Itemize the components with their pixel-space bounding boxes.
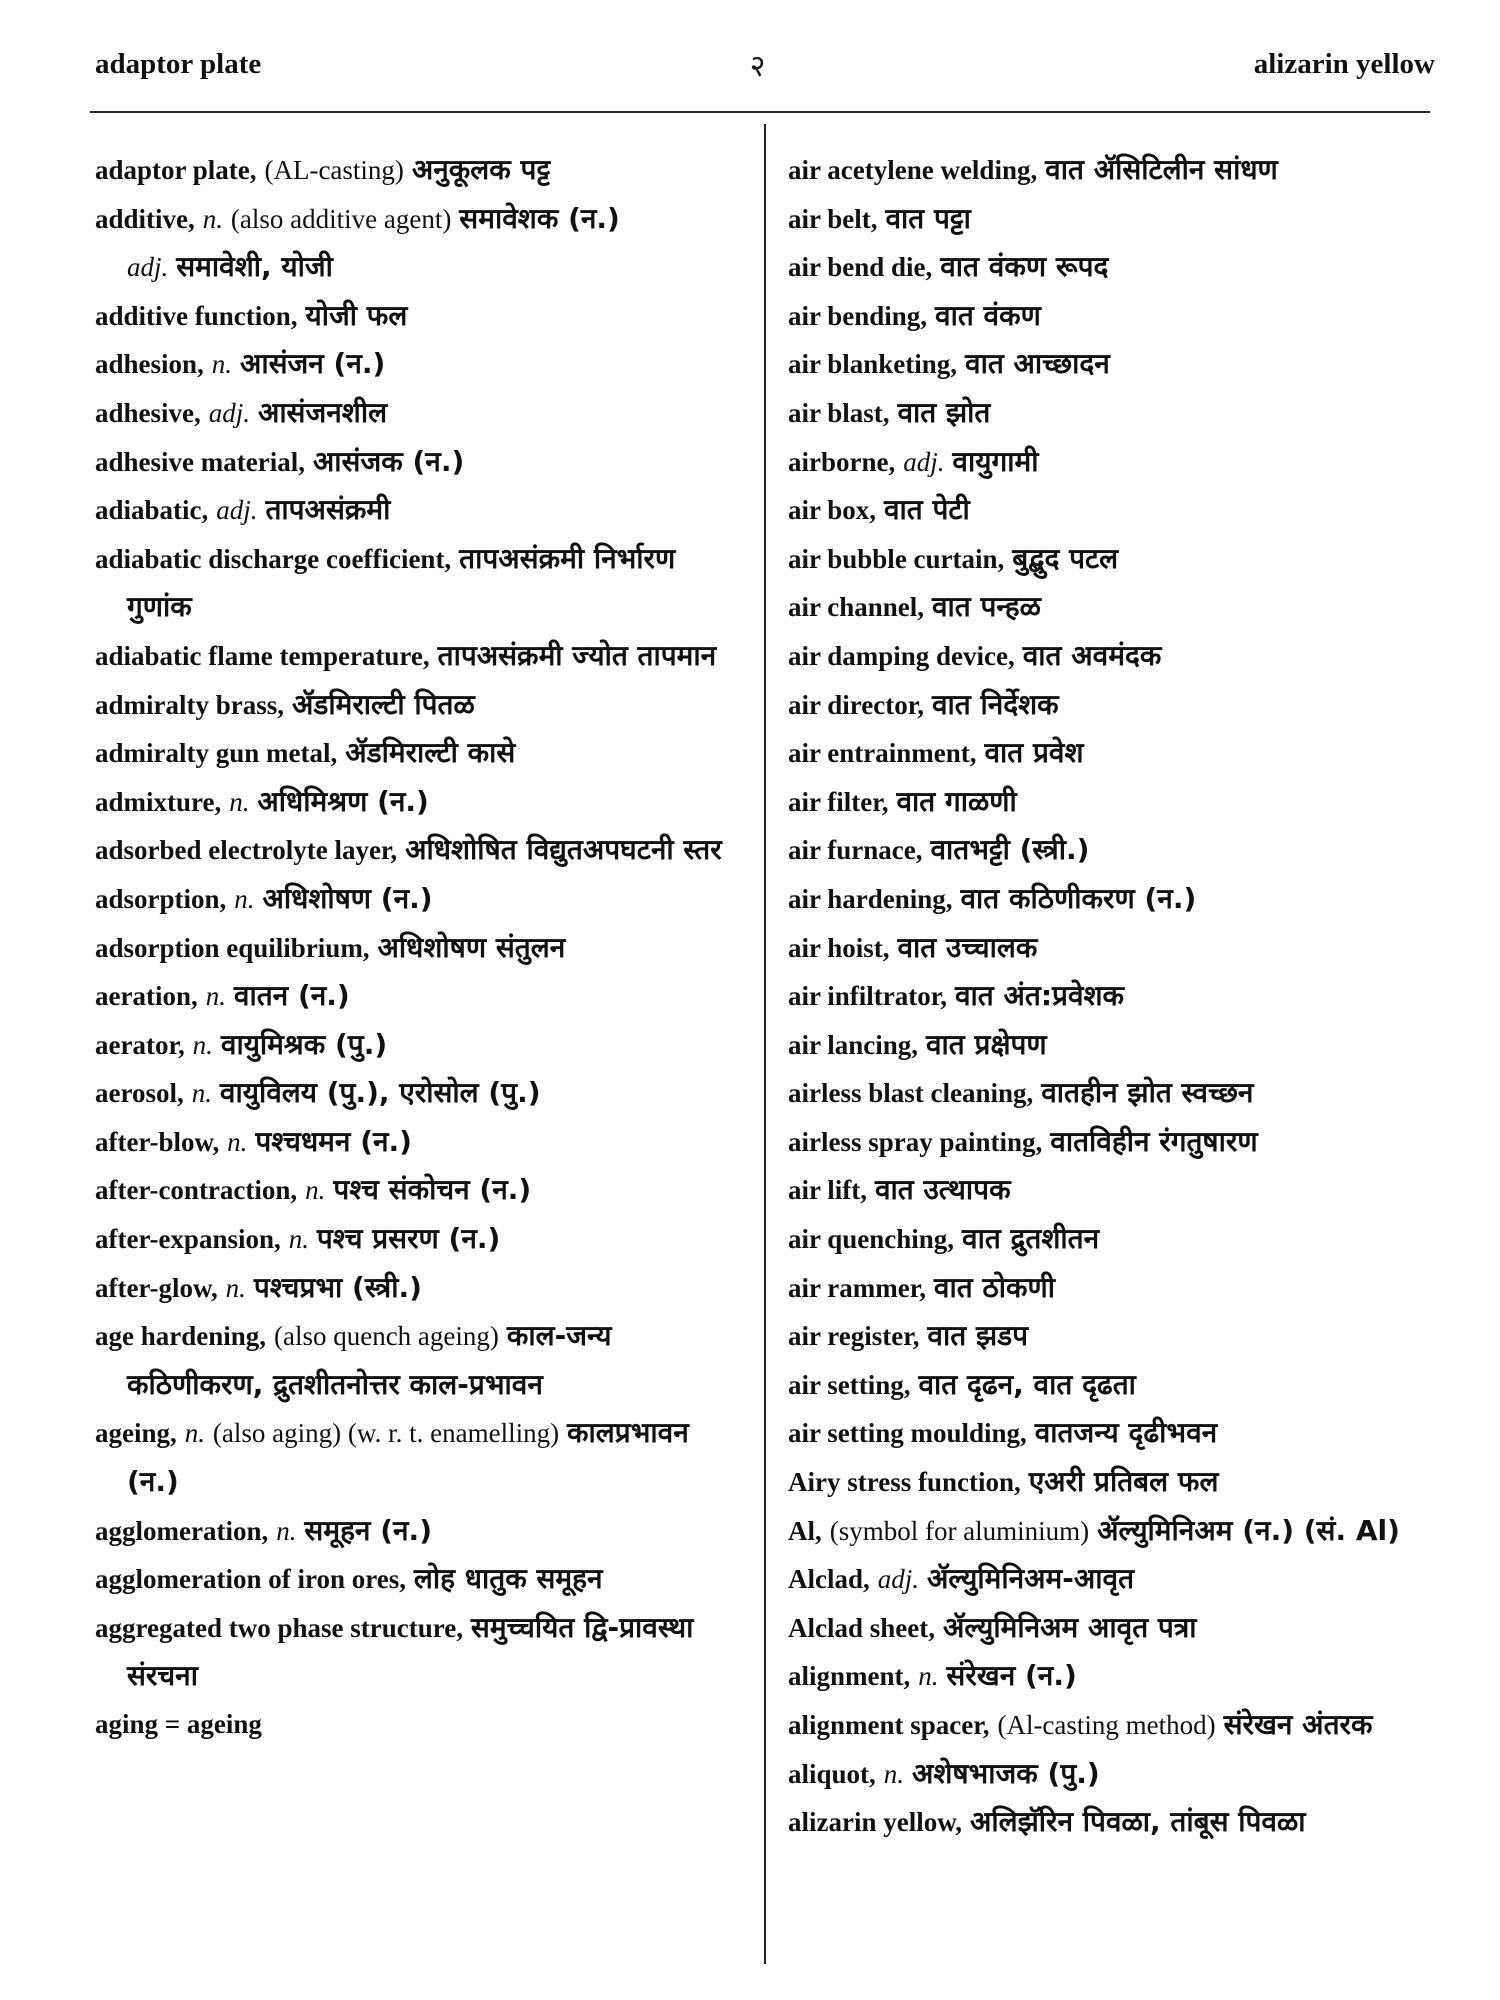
dictionary-entry (95, 972, 743, 1021)
entry-grammar: n. (276, 1515, 297, 1546)
entry-term: air bubble curtain, (788, 543, 1005, 574)
entry-term: adiabatic flame temperature, (95, 640, 430, 671)
entry-term: air acetylene welding, (788, 155, 1038, 185)
entry-term: aging = ageing (95, 1709, 262, 1739)
entry-translation: अनुकूलक पट्ट (411, 153, 551, 186)
entry-translation: काल-जन्य कठिणीकरण, द्रुतशीतनोत्तर काल-प्रभावन (127, 1319, 612, 1401)
entry-grammar: adj. (877, 1564, 919, 1595)
entry-translation: कालप्रभावन (न.) (127, 1416, 689, 1499)
entry-term: alizarin yellow, (788, 1807, 962, 1838)
entry-term: aliquot, (788, 1758, 876, 1789)
entry-translation: समूहन (न.) (304, 1513, 432, 1547)
entry-term: air lancing, (788, 1029, 919, 1060)
entry-translation: एअरी प्रतिबल फल (1028, 1465, 1219, 1499)
dictionary-entry (788, 486, 1443, 535)
dictionary-entry (788, 632, 1443, 681)
entry-term: age hardening, (95, 1321, 267, 1352)
dictionary-entry (95, 1215, 743, 1264)
entry-translation: तापअसंक्रमी (265, 493, 391, 527)
entry-grammar: adj. (216, 495, 258, 526)
dictionary-entry (788, 778, 1443, 827)
entry-term: adiabatic, (95, 495, 209, 526)
entry-translation: समुच्चयित द्वि-प्रावस्था संरचना (127, 1610, 694, 1693)
entry-term: admiralty brass, (95, 689, 284, 720)
dictionary-entry (95, 681, 743, 730)
entry-translation: वात अवमंदक (1022, 638, 1162, 672)
dictionary-entry (95, 729, 743, 778)
entry-translation: आसंजनशील (257, 395, 388, 429)
entry-term: after-contraction, (95, 1175, 298, 1206)
entry-term: after-glow, (95, 1272, 218, 1303)
entry-translation: संरेखन अंतरक (1223, 1708, 1373, 1741)
dictionary-entry (788, 1166, 1443, 1215)
entry-term: air rammer, (788, 1272, 926, 1303)
entry-translation: वायुमिश्रक (पु.) (220, 1027, 388, 1061)
entry-term: Alclad, (788, 1564, 870, 1595)
entry-term: additive function, (95, 300, 298, 331)
entry-grammar: n. (883, 1758, 904, 1789)
entry-grammar: adj. (208, 397, 250, 428)
entry-term: adhesion, (95, 349, 204, 380)
dictionary-entry (788, 1312, 1443, 1361)
entry-translation: तापअसंक्रमी ज्योत तापमान (437, 638, 717, 672)
dictionary-entry (95, 1312, 743, 1409)
dictionary-entry (95, 1118, 743, 1167)
entry-grammar: n. (229, 786, 250, 817)
dictionary-entry (788, 1555, 1443, 1604)
entry-grammar: n. (211, 349, 232, 380)
entry-term: air infiltrator, (788, 981, 947, 1012)
entry-translation: पश्चप्रभा (स्त्री.) (253, 1270, 422, 1304)
entry-translation: संरेखन (न.) (946, 1659, 1077, 1693)
dictionary-entry (95, 875, 743, 924)
entry-term: admixture, (95, 786, 222, 817)
dictionary-entry (788, 535, 1443, 584)
entry-term: air setting moulding, (788, 1418, 1027, 1449)
entry-term: aggregated two phase structure, (95, 1612, 463, 1643)
entry-note: (also additive agent) (230, 203, 452, 234)
entry-translation: वात झोत (897, 395, 991, 429)
dictionary-entry (788, 1750, 1443, 1799)
entry-grammar: n. (191, 1078, 212, 1109)
dictionary-entry (788, 583, 1443, 632)
entry-translation: लोह धातुक समूहन (413, 1562, 603, 1596)
entry-term: additive, (95, 203, 195, 234)
entry-translation: अशेषभाजक (पु.) (911, 1756, 1100, 1790)
entry-grammar: n. (205, 981, 226, 1012)
entry-translation: वात ॲसिटिलीन सांधण (1045, 153, 1278, 186)
dictionary-entry (95, 778, 743, 827)
entry-note: (Al-casting method) (997, 1710, 1216, 1740)
entry-translation: समावेशक (न.) (459, 201, 620, 235)
entry-term: agglomeration of iron ores, (95, 1564, 406, 1595)
dictionary-entry (788, 1798, 1443, 1847)
entry-translation: वायुगामी (952, 444, 1039, 478)
dictionary-entry (788, 1215, 1443, 1264)
entry-term: air blanketing, (788, 349, 958, 380)
entry-term: air director, (788, 689, 924, 720)
entry-translation: अधिशोषण संतुलन (377, 930, 566, 964)
entry-translation: वात ठोकणी (933, 1270, 1055, 1304)
entry-translation: ॲडमिराल्टी कासे (345, 736, 516, 770)
entry-translation: वायुविलय (पु.), एरोसोल (पु.) (219, 1076, 541, 1110)
entry-term: aerator, (95, 1029, 185, 1060)
entry-term: admiralty gun metal, (95, 738, 338, 769)
entry-note: (symbol for aluminium) (829, 1515, 1090, 1546)
dictionary-entry (95, 632, 743, 681)
entry-term: air hoist, (788, 932, 890, 963)
entry-note: (also quench ageing) (273, 1321, 499, 1352)
entry-translation: वात प्रवेश (984, 736, 1084, 770)
dictionary-entry (95, 1507, 743, 1556)
entry-term: agglomeration, (95, 1515, 269, 1546)
header-rule (90, 111, 1430, 113)
entry-grammar: n. (225, 1272, 246, 1303)
entry-term: after-blow, (95, 1126, 220, 1157)
entry-term: aerosol, (95, 1078, 184, 1109)
page-number: २ (749, 48, 766, 84)
dictionary-entry (788, 1507, 1443, 1556)
dictionary-entry (788, 1361, 1443, 1410)
entry-translation: आसंजक (न.) (312, 444, 465, 478)
dictionary-entry (95, 340, 743, 389)
dictionary-entry (788, 681, 1443, 730)
entry-translation: वात पट्टा (885, 201, 971, 235)
dictionary-entry (788, 729, 1443, 778)
entry-translation: अधिशोषण (न.) (262, 881, 433, 915)
entry-term: Al, (788, 1515, 822, 1546)
dictionary-entry (788, 1264, 1443, 1313)
entry-translation: ॲल्युमिनिअम (न.) (सं. Al) (1097, 1513, 1400, 1547)
entry-term: air filter, (788, 786, 889, 817)
dictionary-entry (788, 389, 1443, 438)
entry-term: air bending, (788, 300, 928, 331)
entry-translation: वात पन्हळ (931, 590, 1041, 624)
entry-term: adiabatic discharge coefficient, (95, 543, 452, 574)
header-last-word: alizarin yellow (1253, 47, 1435, 80)
entry-translation: पश्च संकोचन (न.) (333, 1173, 532, 1207)
entry-translation: ॲल्युमिनिअम आवृत पत्रा (942, 1610, 1197, 1644)
dictionary-entry (95, 1409, 743, 1506)
entry-translation: पश्च प्रसरण (न.) (316, 1222, 501, 1256)
dictionary-entry (788, 438, 1443, 487)
entry-translation: पश्चधमन (न.) (255, 1124, 412, 1158)
entry-term: airborne, (788, 446, 896, 477)
entry-term: adhesive material, (95, 446, 305, 477)
dictionary-entry (95, 1069, 743, 1118)
entry-term: air furnace, (788, 835, 923, 866)
entry-translation: वात गाळणी (896, 784, 1017, 818)
entry-translation: वातहीन झोत स्वच्छन (1041, 1076, 1254, 1110)
entry-term: air belt, (788, 203, 878, 234)
dictionary-entry (788, 1021, 1443, 1070)
dictionary-entry (788, 1652, 1443, 1701)
entry-term: adsorbed electrolyte layer, (95, 835, 398, 866)
entry-translation: अधिशोषित विद्युतअपघटनी स्तर (405, 833, 722, 867)
dictionary-entry (788, 1409, 1443, 1458)
entry-grammar: n. (288, 1224, 309, 1255)
entry-term: airless spray painting, (788, 1126, 1043, 1157)
dictionary-entry (788, 1069, 1443, 1118)
entry-term: air entrainment, (788, 738, 977, 769)
dictionary-entry (788, 146, 1443, 195)
dictionary-entry (788, 1118, 1443, 1167)
entry-translation: वात द्रुतशीतन (962, 1222, 1100, 1256)
entry-translation: आसंजन (न.) (239, 347, 386, 381)
entry-term: alignment spacer, (788, 1710, 990, 1740)
entry-translation: वात उत्थापक (874, 1173, 1011, 1207)
entry-grammar: n. (305, 1175, 326, 1206)
dictionary-entry (95, 826, 743, 875)
left-column (95, 146, 743, 1970)
entry-translation: बुद्बुद पटल (1012, 541, 1119, 575)
column-divider (764, 124, 766, 1964)
dictionary-entry (95, 243, 743, 292)
entry-term: after-expansion, (95, 1224, 281, 1255)
dictionary-entry (788, 1604, 1443, 1653)
dictionary-entry (95, 438, 743, 487)
entry-translation: वात कठिणीकरण (न.) (960, 881, 1197, 915)
entry-term: air bend die, (788, 252, 933, 283)
entry-term: air channel, (788, 592, 925, 623)
dictionary-entry (95, 292, 743, 341)
entry-translation: वात वंकण रूपद (940, 250, 1109, 284)
entry-note: (also aging) (w. r. t. enamelling) (212, 1418, 560, 1449)
entry-term: adhesive, (95, 397, 201, 428)
dictionary-entry (788, 243, 1443, 292)
entry-translation: वात निर्देशक (931, 687, 1059, 721)
entry-translation: वात दृढन, वात दृढता (918, 1367, 1136, 1401)
entry-translation: तापअसंक्रमी निर्भारण गुणांक (127, 541, 676, 624)
entry-grammar: n. (184, 1418, 205, 1449)
entry-term: air damping device, (788, 640, 1015, 671)
entry-term: air register, (788, 1321, 920, 1352)
dictionary-entry (95, 535, 743, 632)
entry-note: (AL-casting) (264, 155, 404, 185)
entry-grammar: n. (234, 883, 255, 914)
dictionary-entry (788, 195, 1443, 244)
right-column (788, 146, 1443, 1970)
header-first-word: adaptor plate (95, 47, 262, 80)
entry-translation: योजी फल (305, 298, 408, 332)
entry-translation: वात उच्चालक (897, 930, 1038, 964)
dictionary-entry (95, 924, 743, 973)
entry-term: air hardening, (788, 883, 953, 914)
dictionary-entry (788, 340, 1443, 389)
dictionary-entry (95, 389, 743, 438)
entry-translation: वात झडप (927, 1319, 1029, 1353)
entry-grammar: adj. (903, 446, 945, 477)
dictionary-entry (788, 826, 1443, 875)
entry-term: ageing, (95, 1418, 177, 1449)
dictionary-entry (788, 875, 1443, 924)
entry-translation: वात अंत:प्रवेशक (954, 979, 1125, 1013)
entry-translation: वात प्रक्षेपण (925, 1027, 1047, 1061)
entry-translation: ॲल्युमिनिअम-आवृत (926, 1562, 1135, 1596)
entry-translation: वातजन्य दृढीभवन (1034, 1416, 1218, 1450)
entry-term: air box, (788, 495, 877, 526)
entry-translation: वात वंकण (935, 298, 1041, 332)
page-header (95, 42, 1435, 86)
entry-term: air quenching, (788, 1224, 955, 1255)
entry-term: adsorption equilibrium, (95, 932, 370, 963)
entry-grammar: adj. (127, 252, 169, 283)
entry-term: Alclad sheet, (788, 1612, 935, 1643)
entry-grammar: n. (227, 1126, 248, 1157)
entry-translation: ॲडमिराल्टी पितळ (291, 687, 475, 721)
entry-grammar: n. (192, 1029, 213, 1060)
entry-translation: समावेशी, योजी (176, 250, 333, 284)
dictionary-entry (95, 1555, 743, 1604)
dictionary-entry (95, 146, 743, 195)
dictionary-entry (95, 486, 743, 535)
entry-translation: अधिमिश्रण (न.) (257, 784, 429, 818)
dictionary-entry (788, 1701, 1443, 1750)
dictionary-entry (95, 1264, 743, 1313)
entry-translation: अलिझॅरिन पिवळा, तांबूस पिवळा (969, 1805, 1306, 1839)
entry-translation: वात पेटी (883, 493, 970, 527)
entry-translation: वातन (न.) (233, 979, 350, 1013)
entry-translation: वात आच्छादन (965, 347, 1110, 381)
dictionary-entry (788, 1458, 1443, 1507)
dictionary-entry (95, 195, 743, 244)
entry-grammar: n. (202, 203, 223, 234)
dictionary-entry (95, 1604, 743, 1701)
entry-translation: वातभट्टी (स्त्री.) (930, 833, 1090, 867)
entry-term: air lift, (788, 1175, 867, 1206)
entry-term: alignment, (788, 1661, 911, 1692)
entry-grammar: n. (918, 1661, 939, 1692)
entry-term: adsorption, (95, 883, 227, 914)
entry-translation: वातविहीन रंगतुषारण (1050, 1124, 1258, 1158)
entry-term: air blast, (788, 397, 890, 428)
dictionary-entry (95, 1166, 743, 1215)
entry-term: airless blast cleaning, (788, 1078, 1034, 1109)
entry-term: aeration, (95, 981, 198, 1012)
entry-term: Airy stress function, (788, 1467, 1021, 1498)
dictionary-entry (788, 292, 1443, 341)
entry-term: air setting, (788, 1369, 911, 1400)
entry-term: adaptor plate, (95, 155, 257, 185)
dictionary-entry (788, 924, 1443, 973)
dictionary-entry (95, 1021, 743, 1070)
dictionary-entry (788, 972, 1443, 1021)
dictionary-entry (95, 1701, 743, 1749)
